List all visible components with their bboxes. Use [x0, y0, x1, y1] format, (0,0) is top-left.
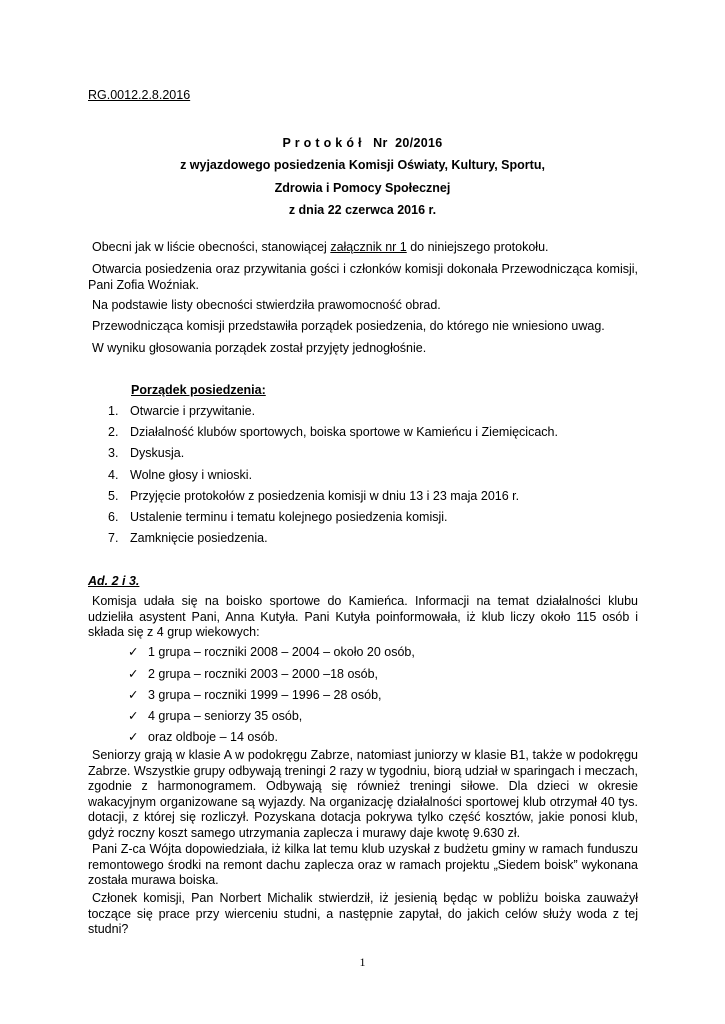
intro-paragraph-quorum: Na podstawie listy obecności stwierdziła prawomocność obrad.: [92, 298, 441, 312]
agenda-item: 6. Ustalenie terminu i tematu kolejnego posiedzenia komisji.: [108, 510, 448, 524]
intro-paragraph-agenda: Przewodnicząca komisji przedstawiła porządek posiedzenia, do którego nie wniesiono uwag.: [92, 319, 605, 333]
agenda-item: 2. Działalność klubów sportowych, boiska sportowe w Kamieńcu i Ziemięcicach.: [108, 425, 558, 439]
agenda-heading: Porządek posiedzenia:: [131, 383, 266, 397]
attendance-text-after: do niniejszego protokołu.: [406, 240, 549, 254]
group-list-item: ✓ 4 grupa – seniorzy 35 osób,: [128, 709, 303, 723]
group-list-item: ✓ 3 grupa – roczniki 1999 – 1996 – 28 osób,: [128, 688, 382, 702]
check-icon: ✓: [128, 709, 139, 723]
group-list-item: ✓ 1 grupa – roczniki 2008 – 2004 – około 20 osób,: [128, 645, 415, 659]
intro-paragraph-attendance: [88, 240, 638, 256]
intro-paragraph-vote: W wyniku głosowania porządek został przyjęty jednogłośnie.: [92, 341, 427, 355]
group-list-item: ✓ oraz oldboje – 14 osób.: [128, 730, 278, 744]
attachment-reference: załącznik nr 1: [330, 240, 407, 254]
check-icon: ✓: [128, 667, 139, 681]
agenda-item: 5. Przyjęcie protokołów z posiedzenia komisji w dniu 13 i 23 maja 2016 r.: [108, 489, 520, 503]
agenda-item: 7. Zamknięcie posiedzenia.: [108, 531, 268, 545]
attendance-text-before: Obecni jak w liście obecności, stanowiącej: [92, 240, 331, 254]
agenda-item: 3. Dyskusja.: [108, 446, 185, 460]
protocol-date: z dnia 22 czerwca 2016 r.: [288, 203, 437, 217]
check-icon: ✓: [128, 730, 139, 744]
agenda-item: 1. Otwarcie i przywitanie.: [108, 404, 256, 418]
protocol-subtitle-2: Zdrowia i Pomocy Społecznej: [274, 181, 451, 195]
section-paragraph-funding: Pani Z-ca Wójta dopowiedziała, iż kilka lat temu klub uzyskał z budżetu gminy w ramach funduszu remontowego środki na remont dachu zaplecza oraz w ramach projektu „Siedem boisk” wykonana została murawa boiska.: [88, 842, 638, 887]
section-paragraph-training: Seniorzy grają w klasie A w podokręgu Zabrze, natomiast juniorzy w klasie B1, także w podokręgu Zabrze. Wszystkie grupy odbywają treningi 2 razy w tygodniu, biorą udział w sparingach i meczach, zgodnie z harmonogramem. Odbywają się również treningi siłowe. Dla dzieci w okresie wakacyjnym organizowane są wyjazdy. Na organizację działalności sportowej klub otrzymał 40 tys. dotacji, z której się rozliczył. Pozyskana dotacja pokrywa tylko część kosztów, jakie ponosi klub, gdyż roczny koszt samego utrzymania zaplecza i murawy daje kwotę 9.630 zł.: [88, 748, 638, 840]
section-paragraph-question: Członek komisji, Pan Norbert Michalik stwierdził, iż jesienią będąc w pobliżu boiska zauważył toczące się prace przy wierceniu studni, a następnie zapytał, do jakich celów służy woda z tej studni?: [88, 891, 638, 936]
document-reference: RG.0012.2.8.2016: [88, 88, 191, 102]
protocol-subtitle-1: z wyjazdowego posiedzenia Komisji Oświaty, Kultury, Sportu,: [180, 158, 545, 172]
protocol-title: P r o t o k ó ł Nr 20/2016: [282, 136, 443, 150]
group-list-item: ✓ 2 grupa – roczniki 2003 – 2000 –18 osób,: [128, 667, 379, 681]
section-paragraph-club: Komisja udała się na boisko sportowe do Kamieńca. Informacji na temat działalności klubu udzieliła asystent Pani, Anna Kutyła. Pani Kutyła poinformowała, iż klub liczy około 115 osób i składa się z 4 grup wiekowych:: [88, 594, 638, 639]
section-heading: Ad. 2 i 3.: [88, 574, 140, 588]
intro-paragraph-opening: Otwarcia posiedzenia oraz przywitania gości i członków komisji dokonała Przewodnicząca komisji, Pani Zofia Woźniak.: [88, 262, 638, 292]
check-icon: ✓: [128, 688, 139, 702]
page-number: 1: [359, 955, 366, 969]
agenda-item: 4. Wolne głosy i wnioski.: [108, 468, 253, 482]
check-icon: ✓: [128, 645, 139, 659]
